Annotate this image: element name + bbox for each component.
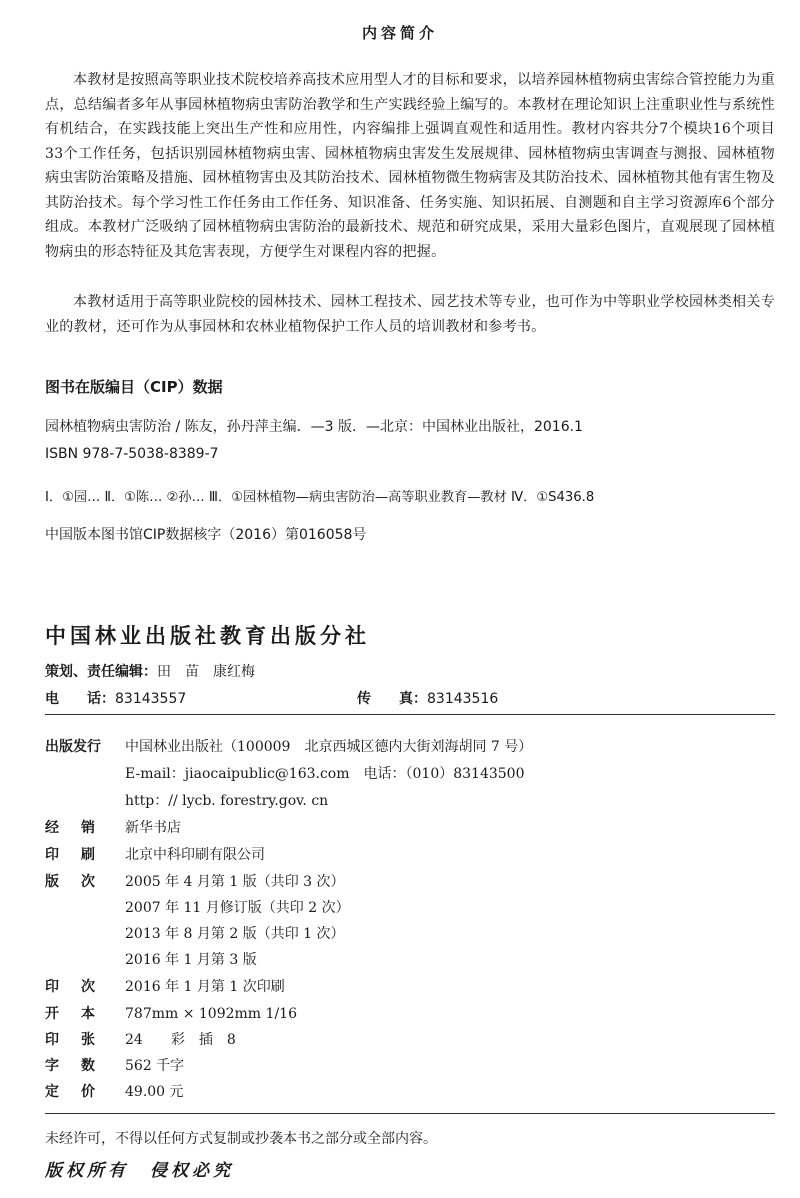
publish-value: 中国林业出版社（100009 北京西城区德内大街刘海胡同 7 号）: [125, 739, 533, 755]
publish-label: 出版发行: [45, 739, 101, 755]
words-value: 562 千字: [125, 1058, 185, 1074]
detail-edition: [45, 871, 345, 891]
detail-email: E-mail：jiaocaipublic@163.com 电话：（010）83143500: [125, 766, 525, 782]
print-value: 北京中科印刷有限公司: [125, 847, 265, 863]
sheets-value: 24 彩 插 8: [125, 1032, 236, 1048]
edition-value-3: 2013 年 8 月第 2 版（共印 1 次）: [125, 926, 345, 942]
format-value: 787mm × 1092mm 1/16: [125, 1006, 297, 1022]
copyright-notice: 未经许可，不得以任何方式复制或抄袭本书之部分或全部内容。: [45, 1131, 437, 1147]
cip-heading: 图书在版编目（CIP）数据: [45, 378, 223, 396]
fax-label: 传 真：: [357, 691, 427, 707]
edition-value-2: 2007 年 11 月修订版（共印 2 次）: [125, 900, 350, 916]
editor-row: [45, 661, 255, 681]
detail-website: http：// lycb. forestry.gov. cn: [125, 793, 329, 809]
price-label: 定价: [45, 1084, 117, 1100]
format-label: 开本: [45, 1006, 117, 1022]
detail-sheets: [45, 1029, 236, 1049]
divider-bottom: [45, 1113, 775, 1114]
edition-value-1: 2005 年 4 月第 1 版（共印 3 次）: [125, 874, 345, 890]
words-label: 字数: [45, 1058, 117, 1074]
cip-line-isbn: ISBN 978-7-5038-8389-7: [45, 446, 219, 462]
detail-publish: [45, 736, 532, 756]
cip-line-title: 园林植物病虫害防治 / 陈友，孙丹萍主编．—3 版．—北京：中国林业出版社，2016.1: [45, 419, 583, 435]
fax-row: [357, 688, 498, 708]
copyright-slogan: 版权所有 侵权必究: [45, 1161, 234, 1181]
detail-format: [45, 1003, 297, 1023]
dist-value: 新华书店: [125, 820, 181, 836]
detail-printer: [45, 844, 265, 864]
print-label: 印刷: [45, 847, 117, 863]
phone-value: 83143557: [115, 691, 187, 707]
summary-paragraph-2: 本教材适用于高等职业院校的园林技术、园林工程技术、园艺技术等专业，也可作为中等职业学校园林类相关专业的教材，还可作为从事园林和农林业植物保护工作人员的培训教材和参考书。: [45, 294, 775, 335]
editor-value: 田 苗 康红梅: [157, 664, 255, 680]
sheets-label: 印张: [45, 1032, 117, 1048]
summary-paragraph-1: 本教材是按照高等职业技术院校培养高技术应用型人才的目标和要求，以培养园林植物病虫害综合管控能力为重点，总结编者多年从事园林植物病虫害防治教学和生产实践经验上编写的。本教材在理论知识上注重职业性与系统性有机结合，在实践技能上突出生产性和应用性，内容编排上强调直观性和适用性。教材内容共分7个模块16个项目33个工作任务，包括识别园林植物病虫害、园林植物病虫害发生发展规律、园林植物病虫害调查与测报、园林植物病虫害防治策略及措施、园林植物害虫及其防治技术、园林植物微生物病害及其防治技术、园林植物其他有害生物及其防治技术。每个学习性工作任务由工作任务、知识准备、任务实施、知识拓展、自测题和自主学习资源库6个部分组成。本教材广泛吸纳了园林植物病虫害防治的最新技术、规范和研究成果，采用大量彩色图片，直观展现了园林植物病虫的形态特征及其危害表现，方便学生对课程内容的把握。: [45, 72, 775, 260]
impression-value: 2016 年 1 月第 1 次印刷: [125, 979, 285, 995]
cip-line-record: 中国版本图书馆CIP数据核字（2016）第016058号: [45, 527, 367, 543]
editor-label: 策划、责任编辑：: [45, 664, 157, 680]
detail-impression: [45, 976, 285, 996]
fax-value: 83143516: [427, 691, 499, 707]
detail-price: [45, 1081, 184, 1101]
impression-label: 印次: [45, 979, 117, 995]
divider-top: [45, 714, 775, 715]
detail-distributor: [45, 817, 181, 837]
price-value: 49.00 元: [125, 1084, 184, 1100]
summary-title: 内容简介: [361, 24, 438, 42]
edition-label: 版次: [45, 874, 117, 890]
dist-label: 经销: [45, 820, 117, 836]
phone-label: 电 话：: [45, 691, 115, 707]
detail-words: [45, 1055, 184, 1075]
edition-value-4: 2016 年 1 月第 3 版: [125, 952, 257, 968]
phone-row: [45, 688, 186, 708]
publisher-banner: 中国林业出版社教育出版分社: [45, 623, 370, 648]
cip-line-classification: Ⅰ．①园… Ⅱ．①陈… ②孙… Ⅲ．①园林植物—病虫害防治—高等职业教育—教材 Ⅳ．①S436.8: [45, 490, 595, 505]
